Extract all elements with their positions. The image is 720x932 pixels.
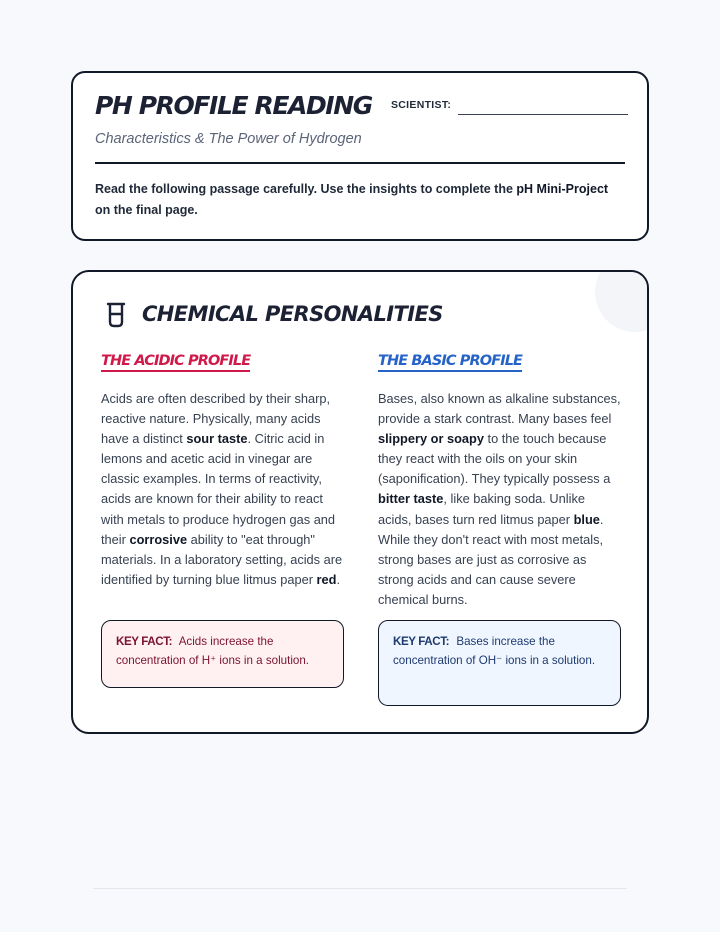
basic-bold-2: bitter taste (378, 491, 444, 507)
instructions-text: Read the following passage carefully. Use the insights to complete the (95, 182, 517, 196)
section-title: CHEMICAL PERSONALITIES (142, 302, 443, 326)
basic-column (378, 352, 621, 610)
scientist-name-field[interactable] (458, 114, 628, 115)
basic-text-3: , like baking soda. Unlike acids, bases turn red litmus paper (378, 491, 585, 527)
acidic-text-2: . Citric acid in lemons and acetic acid in vinegar are classic examples. In terms of reactivity, acids are known for their ability to react with metals to produce hydrogen gas and their (101, 431, 336, 547)
decorative-circle (595, 270, 649, 332)
acidic-text-3: ability to "eat through" materials. In a laboratory setting, acids are identified by turning blue litmus paper (101, 531, 343, 587)
acidic-text-4: . (336, 571, 341, 587)
basic-text-4: . While they don't react with most metals, strong bases are just as corrosive as strong acids and can cause severe chemical burns. (378, 511, 604, 607)
instructions (95, 179, 625, 221)
acid-key-fact-label: KEY FACT: (116, 635, 173, 648)
footer-divider (93, 888, 627, 889)
page-subtitle: Characteristics & The Power of Hydrogen (95, 131, 362, 147)
base-key-fact-label: KEY FACT: (393, 635, 450, 648)
basic-profile-text (378, 389, 621, 610)
chemical-personalities-card (71, 270, 649, 734)
basic-text-1: Bases, also known as alkaline substances, provide a stark contrast. Many bases feel (378, 391, 621, 427)
acidic-profile-title: THE ACIDIC PROFILE (101, 353, 250, 372)
title-row (95, 91, 625, 127)
acidic-column (101, 352, 344, 590)
scientist-label: SCIENTIST: (391, 99, 452, 111)
basic-bold-1: slippery or soapy (378, 431, 484, 447)
acidic-bold-2: corrosive (129, 531, 188, 547)
acidic-profile-text (101, 389, 344, 590)
base-key-fact (378, 620, 621, 706)
page-title: PH PROFILE READING (95, 91, 372, 120)
header-card (71, 71, 649, 241)
base-key-fact-text: Bases increase the concentration of OH⁻ ions in a solution. (393, 635, 596, 667)
basic-bold-3: blue (573, 511, 600, 527)
basic-profile-title: THE BASIC PROFILE (378, 353, 522, 372)
beaker-icon (105, 302, 127, 328)
instructions-project-name: pH Mini-Project (516, 182, 609, 196)
acid-key-fact-text: Acids increase the concentration of H⁺ ions in a solution. (116, 635, 310, 667)
basic-text-2: to the touch because they react with the oils on your skin (saponification). They typically possess a (378, 431, 611, 487)
header-divider (95, 162, 625, 164)
acidic-bold-1: sour taste (186, 431, 248, 447)
instructions-text-end: on the final page. (95, 203, 198, 217)
acidic-text-1: Acids are often described by their sharp, reactive nature. Physically, many acids have a distinct (101, 391, 331, 447)
acidic-bold-3: red (316, 571, 337, 587)
acid-key-fact (101, 620, 344, 688)
